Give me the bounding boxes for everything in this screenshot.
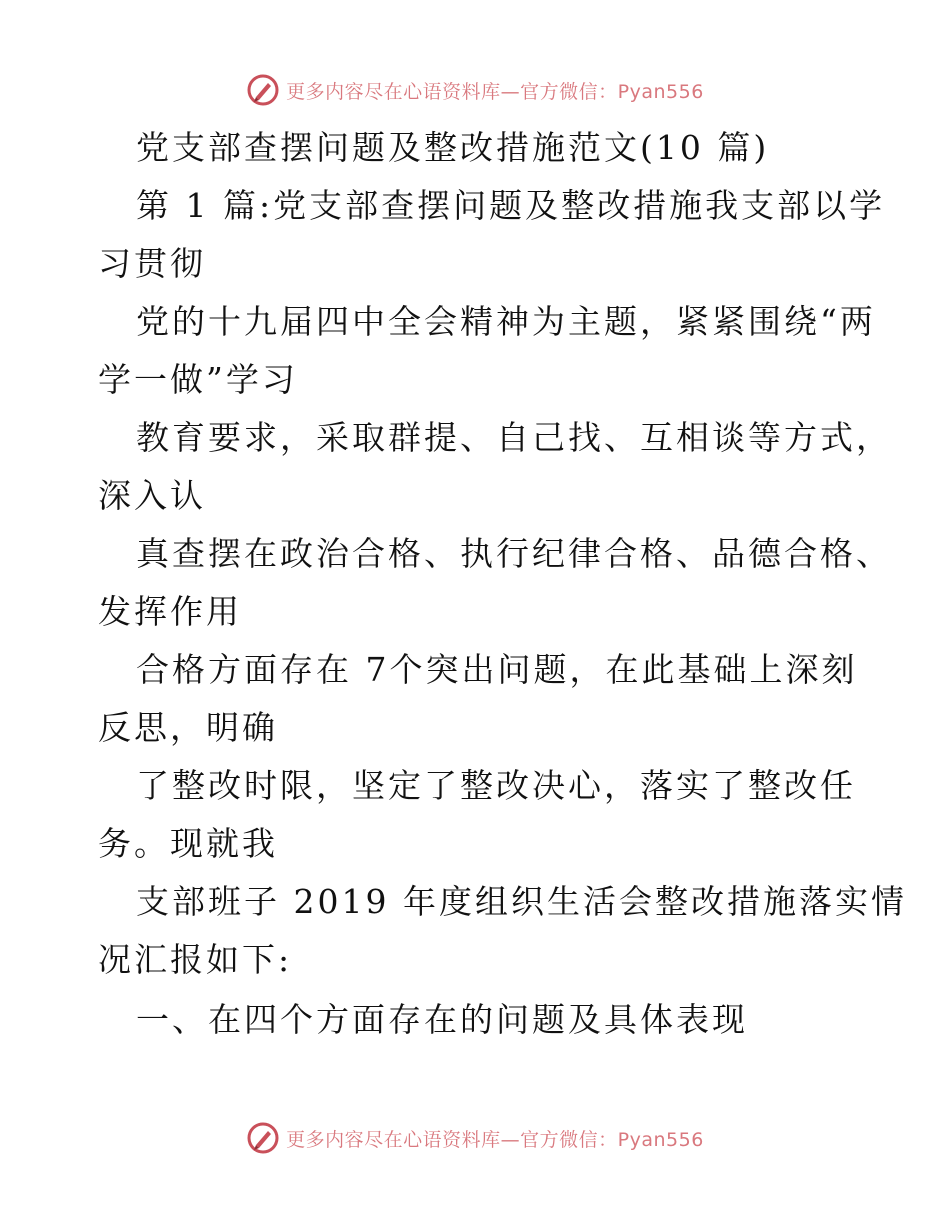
pen-seal-icon (246, 73, 280, 107)
document-title: 党支部查摆问题及整改措施范文(10 篇) (136, 128, 770, 167)
paragraph-line: 真查摆在政治合格、执行纪律合格、品德合格、 (136, 534, 892, 573)
paragraph-line: 习贯彻 (98, 244, 206, 283)
paragraph-line: 学一做”学习 (98, 360, 298, 399)
paragraph-line: 教育要求，采取群提、自己找、互相谈等方式， (136, 418, 892, 457)
watermark-text: 更多内容尽在心语资料库—官方微信：Pyan556 (286, 1128, 704, 1151)
footer-watermark (0, 1118, 950, 1158)
paragraph-line: 了整改时限，坚定了整改决心，落实了整改任 (136, 766, 856, 805)
paragraph-line: 党的十九届四中全会精神为主题，紧紧围绕“两 (136, 302, 876, 341)
paragraph-line: 深入认 (98, 476, 206, 515)
paragraph-line: 第 1 篇:党支部查摆问题及整改措施我支部以学 (136, 186, 886, 225)
paragraph-line: 支部班子 2019 年度组织生活会整改措施落实情 (136, 882, 907, 921)
watermark-text: 更多内容尽在心语资料库—官方微信：Pyan556 (286, 80, 704, 103)
paragraph-line: 发挥作用 (98, 592, 242, 631)
paragraph-line: 反思，明确 (98, 708, 278, 747)
paragraph-line: 合格方面存在 7个突出问题，在此基础上深刻 (136, 650, 858, 689)
paragraph-line: 况汇报如下: (98, 940, 293, 979)
pen-seal-icon (246, 1121, 280, 1155)
header-watermark (0, 70, 950, 110)
paragraph-line: 务。现就我 (98, 824, 278, 863)
section-heading: 一、在四个方面存在的问题及具体表现 (136, 1000, 748, 1039)
